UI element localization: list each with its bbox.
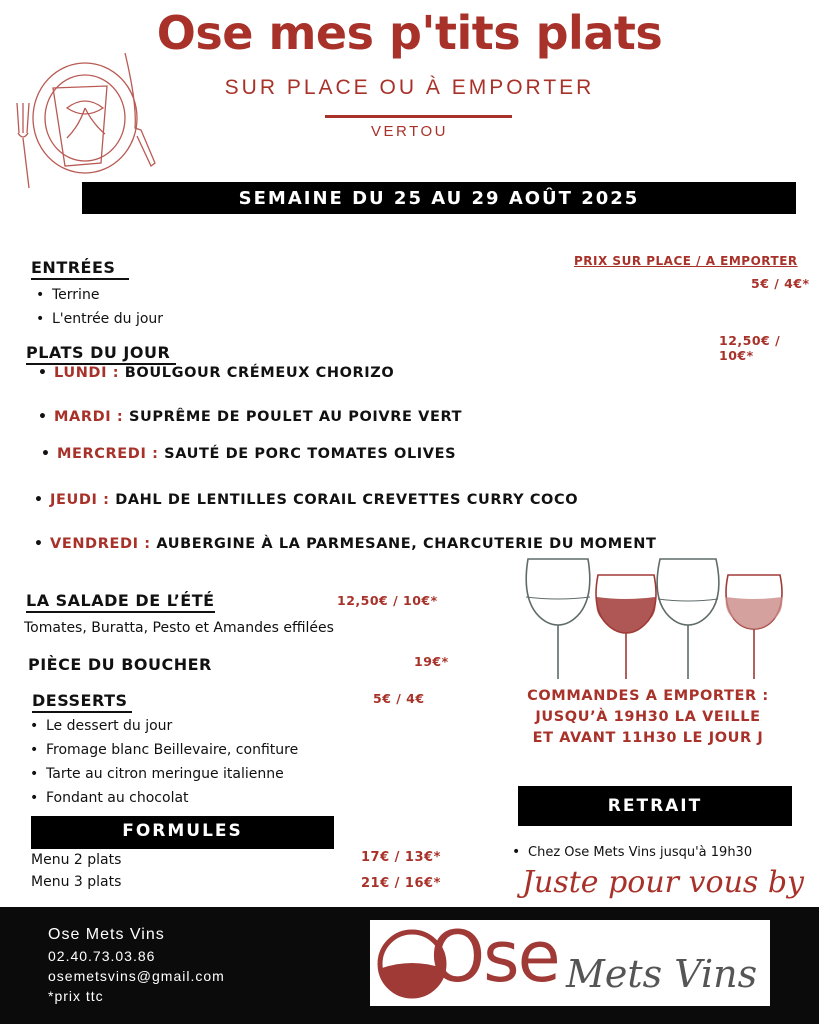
salade-heading: LA SALADE DE L’ÉTÉ (26, 591, 215, 613)
retrait-banner: RETRAIT (518, 786, 792, 826)
salade-price: 12,50€ / 10€* (337, 593, 438, 608)
boucher-heading-wrap (28, 655, 212, 674)
day-label: VENDREDI : (50, 536, 151, 552)
dish-label: DAHL DE LENTILLES CORAIL CREVETTES CURRY COCO (115, 492, 579, 508)
desserts-price: 5€ / 4€ (373, 691, 425, 706)
plat-lundi (38, 365, 394, 381)
entrees-heading: ENTRÉES (31, 258, 129, 280)
dish-label: AUBERGINE À LA PARMESANE, CHARCUTERIE DU MOMENT (156, 536, 657, 552)
footer-name: Ose Mets Vins (48, 926, 165, 943)
salade-description: Tomates, Buratta, Pesto et Amandes effilées (24, 620, 334, 636)
dessert-item: • Fondant au chocolat (30, 790, 189, 806)
plats-price: 12,50€ / 10€* (719, 333, 781, 363)
page-subtitle: SUR PLACE OU À EMPORTER (224, 76, 595, 99)
entrees-heading-wrap (31, 258, 129, 277)
entree-item: • L'entrée du jour (36, 311, 163, 327)
formules-banner: FORMULES (31, 816, 334, 849)
entrees-price: 5€ / 4€* (751, 276, 810, 291)
dessert-item: • Fromage blanc Beillevaire, confiture (30, 742, 298, 758)
footer-phone: 02.40.73.03.86 (48, 948, 156, 964)
price-header: PRIX SUR PLACE / A EMPORTER (574, 254, 798, 268)
orders-info (500, 686, 796, 749)
plat-jeudi (34, 492, 578, 508)
desserts-heading: DESSERTS (32, 691, 132, 713)
day-label: MARDI : (54, 409, 124, 425)
day-label: MERCREDI : (57, 446, 159, 462)
retrait-item: • Chez Ose Mets Vins jusqu'à 19h30 (512, 844, 752, 860)
orders-line: COMMANDES A EMPORTER : (527, 688, 769, 704)
day-label: JEUDI : (50, 492, 110, 508)
formule-label: Menu 2 plats (31, 852, 122, 868)
week-banner: SEMAINE DU 25 AU 29 AOÛT 2025 (82, 182, 796, 214)
dish-label: SUPRÊME DE POULET AU POIVRE VERT (128, 409, 463, 425)
title-divider (325, 115, 512, 118)
formule-price: 21€ / 16€* (361, 876, 441, 891)
plats-heading: PLATS DU JOUR (26, 343, 176, 365)
logo-secondary-text: Mets Vins (566, 952, 758, 996)
wine-glasses-illustration (522, 555, 790, 683)
salade-heading-wrap (26, 591, 215, 610)
formule-label: Menu 3 plats (31, 874, 122, 890)
logo-main-text: Ose (430, 916, 559, 998)
footer-note: *prix ttc (48, 988, 104, 1004)
orders-line: JUSQU’À 19H30 LA VEILLE (535, 709, 761, 725)
formule-price: 17€ / 13€* (361, 850, 441, 865)
footer-email: osemetsvins@gmail.com (48, 968, 225, 984)
tagline: Juste pour vous by (522, 865, 804, 900)
boucher-heading: PIÈCE DU BOUCHER (28, 655, 212, 674)
orders-line: ET AVANT 11H30 LE JOUR J (532, 730, 764, 746)
boucher-price: 19€* (414, 654, 449, 669)
ose-mets-vins-logo (370, 916, 770, 1006)
entree-item: • Terrine (36, 287, 99, 303)
plats-heading-wrap (26, 343, 176, 362)
day-label: LUNDI : (54, 365, 120, 381)
dessert-item: • Le dessert du jour (30, 718, 172, 734)
plat-mardi (38, 409, 462, 425)
dish-label: BOULGOUR CRÉMEUX CHORIZO (124, 365, 395, 381)
city-label: VERTOU (371, 123, 448, 140)
dish-label: SAUTÉ DE PORC TOMATES OLIVES (164, 446, 457, 462)
plat-mercredi (41, 446, 456, 462)
desserts-heading-wrap (32, 691, 132, 710)
page-title: Ose mes p'tits plats (156, 6, 663, 60)
dessert-item: • Tarte au citron meringue italienne (30, 766, 284, 782)
plat-vendredi (34, 536, 657, 552)
